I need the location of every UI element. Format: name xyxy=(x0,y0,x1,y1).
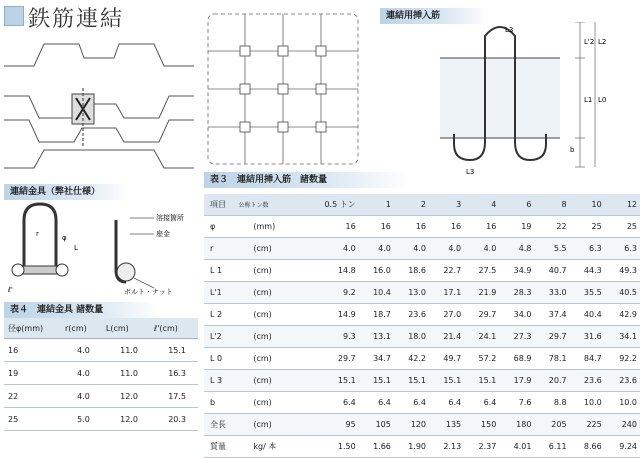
table3-cell: 25 xyxy=(605,216,640,238)
table4-row xyxy=(4,339,198,362)
table4-body xyxy=(4,339,198,431)
page-title: 鉄筋連結 xyxy=(28,7,125,32)
table3-cell: 16 xyxy=(304,216,359,238)
table3-row xyxy=(204,238,640,260)
clasp-label-base: 座金 xyxy=(156,230,170,238)
table3-cell: 16.0 xyxy=(359,260,394,282)
table3-cell: 19 xyxy=(499,216,534,238)
table3-row xyxy=(204,260,640,282)
table3-cell: 40.5 xyxy=(605,282,640,304)
table3-cell: 9.24 xyxy=(605,436,640,458)
clasp-label-phi: φ xyxy=(62,234,67,242)
table3-cell: 5.5 xyxy=(534,238,569,260)
table3-col-header: 2 xyxy=(394,194,429,216)
table3-cell: 2.13 xyxy=(429,436,464,458)
table3-cell: 29.7 xyxy=(304,348,359,370)
table3-cell: 10.0 xyxy=(605,392,640,414)
table3-cell: 33.0 xyxy=(534,282,569,304)
table3-row xyxy=(204,414,640,436)
table3-row-unit: (cm) xyxy=(249,392,303,414)
table3-cell: 24.1 xyxy=(464,326,499,348)
table4-cell: 11.0 xyxy=(102,339,150,362)
table3-cell: 6.4 xyxy=(359,392,394,414)
table3-cell: 16 xyxy=(394,216,429,238)
table3-cell: 6.4 xyxy=(464,392,499,414)
table3-cell: 34.1 xyxy=(605,326,640,348)
table3-col-header: 3 xyxy=(429,194,464,216)
table3-row xyxy=(204,392,640,414)
table3-row-label: b xyxy=(204,392,249,414)
table3-col-header: 12 xyxy=(605,194,640,216)
table4-cell: 4.0 xyxy=(61,362,102,385)
table3-cell: 20.7 xyxy=(534,370,569,392)
table3-col-header: 8 xyxy=(534,194,569,216)
table3-row-unit: (cm) xyxy=(249,348,303,370)
section-clasp-header: 連結金具（弊社仕様） xyxy=(4,184,130,200)
table4-cell: 25 xyxy=(4,408,61,431)
table3-cell: 17.9 xyxy=(499,370,534,392)
table4-cell: 15.1 xyxy=(150,339,198,362)
table3-cell: 27.3 xyxy=(499,326,534,348)
table3-row-unit: (cm) xyxy=(249,326,303,348)
table3-row-unit: (cm) xyxy=(249,238,303,260)
table4-cell: 16 xyxy=(4,339,61,362)
table3-cell: 1.50 xyxy=(304,436,359,458)
clasp-label-r: r xyxy=(36,230,39,238)
table3-cell: 95 xyxy=(304,414,359,436)
table3-cell: 92.2 xyxy=(605,348,640,370)
rebar-label-l3-bottom: L3 xyxy=(466,168,475,176)
table3-cell: 8.8 xyxy=(534,392,569,414)
section-rebar-header: 連結用挿入筋 xyxy=(380,8,490,24)
table3-cell: 6.3 xyxy=(570,238,605,260)
table3-cell: 6.4 xyxy=(394,392,429,414)
table3-cell: 23.6 xyxy=(605,370,640,392)
table3-cell: 4.0 xyxy=(464,238,499,260)
clasp-illustration xyxy=(4,200,198,296)
table3-cell: 1.66 xyxy=(359,436,394,458)
table3-cell: 27.5 xyxy=(464,260,499,282)
table3-cell: 16 xyxy=(359,216,394,238)
table3-row-label: L'2 xyxy=(204,326,249,348)
table3-cell: 42.2 xyxy=(394,348,429,370)
table3-row xyxy=(204,436,640,458)
table4-cell: 4.0 xyxy=(61,385,102,408)
table3-cell: 40.4 xyxy=(570,304,605,326)
table4-cell: 12.0 xyxy=(102,408,150,431)
table3-row-label: 質量 xyxy=(204,436,249,458)
table4-cell: 4.0 xyxy=(61,339,102,362)
table3-cell: 57.2 xyxy=(464,348,499,370)
table3-cell: 27.0 xyxy=(429,304,464,326)
table3-cell: 37.4 xyxy=(534,304,569,326)
table3-cell: 7.6 xyxy=(499,392,534,414)
table3-row-unit: (cm) xyxy=(249,414,303,436)
table3-row xyxy=(204,216,640,238)
table3-cell: 120 xyxy=(394,414,429,436)
table4-header-row xyxy=(4,318,198,339)
table3-cell: 6.3 xyxy=(605,238,640,260)
block-grid-illustration xyxy=(200,6,370,174)
table4-row xyxy=(4,408,198,431)
table3-cell: 28.3 xyxy=(499,282,534,304)
table3-cell: 4.0 xyxy=(429,238,464,260)
table3-cell: 15.1 xyxy=(359,370,394,392)
table3-cell: 42.9 xyxy=(605,304,640,326)
table3-cell: 4.8 xyxy=(499,238,534,260)
table3-cell: 4.0 xyxy=(304,238,359,260)
table3-row-label: L 2 xyxy=(204,304,249,326)
table3-row-unit: (cm) xyxy=(249,370,303,392)
clasp-label-L: L xyxy=(74,244,78,252)
table3-cell: 15.1 xyxy=(304,370,359,392)
table3-header-ton-label: 公称トン数 xyxy=(238,202,269,209)
table3-header-row xyxy=(204,194,640,216)
table3-cell: 18.0 xyxy=(394,326,429,348)
table3-row xyxy=(204,304,640,326)
table3-row-unit: (cm) xyxy=(249,260,303,282)
table3-row xyxy=(204,326,640,348)
table3-cell: 40.7 xyxy=(534,260,569,282)
table3-cell: 1.90 xyxy=(394,436,429,458)
table3-cell: 225 xyxy=(570,414,605,436)
table3-cell: 78.1 xyxy=(534,348,569,370)
table3-cell: 150 xyxy=(464,414,499,436)
table3-col-header: 10 xyxy=(570,194,605,216)
rebar-label-l0: L0 xyxy=(598,96,607,104)
table3-cell: 8.66 xyxy=(570,436,605,458)
table3-header-item xyxy=(204,194,304,216)
table3-cell: 68.9 xyxy=(499,348,534,370)
table3-cell: 34.9 xyxy=(499,260,534,282)
table3-cell: 29.7 xyxy=(534,326,569,348)
table3-cell: 9.2 xyxy=(304,282,359,304)
table3-cell: 4.01 xyxy=(499,436,534,458)
table3-row xyxy=(204,282,640,304)
table3-row-label: r xyxy=(204,238,249,260)
table3-cell: 15.1 xyxy=(394,370,429,392)
table4-cell: 5.0 xyxy=(61,408,102,431)
table4-cell: 12.0 xyxy=(102,385,150,408)
table3-cell: 22.7 xyxy=(429,260,464,282)
table3-cell: 34.0 xyxy=(499,304,534,326)
table3-cell: 16 xyxy=(429,216,464,238)
table3-cell: 84.7 xyxy=(570,348,605,370)
table3-cell: 15.1 xyxy=(464,370,499,392)
rebar-label-l2p: L'2 xyxy=(584,38,595,46)
table4 xyxy=(4,318,198,431)
rebar-label-b: b xyxy=(570,146,575,154)
table3-cell: 29.7 xyxy=(464,304,499,326)
table3-row-label: L 0 xyxy=(204,348,249,370)
rebar-illustration xyxy=(430,22,630,182)
rebar-label-l1: L1 xyxy=(584,96,593,104)
table3-cell: 240 xyxy=(605,414,640,436)
table3-cell: 16 xyxy=(464,216,499,238)
clasp-label-weld: 溶接箇所 xyxy=(156,214,184,222)
table3-cell: 2.37 xyxy=(464,436,499,458)
table3-col-header: 6 xyxy=(499,194,534,216)
table3-row-label: L 3 xyxy=(204,370,249,392)
table3-row xyxy=(204,370,640,392)
table4-col-header: 径φ(mm) xyxy=(4,318,61,339)
table3-row-unit: (cm) xyxy=(249,304,303,326)
table3-cell: 13.1 xyxy=(359,326,394,348)
clasp-label-lprime: ℓ' xyxy=(8,286,13,294)
table3-cell: 18.7 xyxy=(359,304,394,326)
table3-cell: 10.0 xyxy=(570,392,605,414)
table4-cell: 17.5 xyxy=(150,385,198,408)
table3-cell: 34.7 xyxy=(359,348,394,370)
rebar-label-l2: L2 xyxy=(598,38,607,46)
table3-cell: 21.9 xyxy=(464,282,499,304)
table3-col-header: 0.5 トン xyxy=(304,194,359,216)
block-pair-illustration xyxy=(4,38,194,178)
table3 xyxy=(204,194,640,458)
table4-row xyxy=(4,385,198,408)
table3-cell: 4.0 xyxy=(394,238,429,260)
table3-header-item-label: 項目 xyxy=(210,200,226,209)
table4-col-header: ℓ'(cm) xyxy=(150,318,198,339)
table3-cell: 31.6 xyxy=(570,326,605,348)
table3-cell: 35.5 xyxy=(570,282,605,304)
table4-col-header: r(cm) xyxy=(61,318,102,339)
table3-col-header: 1 xyxy=(359,194,394,216)
table4-title: 表４ 連結金具 諸数量 xyxy=(4,302,160,318)
table3-cell: 25 xyxy=(570,216,605,238)
table4-cell: 20.3 xyxy=(150,408,198,431)
table3-cell: 4.0 xyxy=(359,238,394,260)
table3-row-unit: (cm) xyxy=(249,282,303,304)
table3-row-label: L 1 xyxy=(204,260,249,282)
clasp-label-bolt: ボルト・ナット xyxy=(124,288,173,296)
table3-cell: 21.4 xyxy=(429,326,464,348)
table3-body xyxy=(204,216,640,458)
table3-cell: 6.4 xyxy=(304,392,359,414)
table3-cell: 6.11 xyxy=(534,436,569,458)
table3-title: 表３ 連結用挿入筋 諸数量 xyxy=(204,172,410,188)
table3-row-unit: (mm) xyxy=(249,216,303,238)
table3-row-label: φ xyxy=(204,216,249,238)
table3-cell: 105 xyxy=(359,414,394,436)
table3-cell: 180 xyxy=(499,414,534,436)
table3-row-label: 全長 xyxy=(204,414,249,436)
table3-cell: 14.8 xyxy=(304,260,359,282)
table3-cell: 15.1 xyxy=(429,370,464,392)
table3-cell: 9.3 xyxy=(304,326,359,348)
table3-cell: 23.6 xyxy=(394,304,429,326)
table3-cell: 135 xyxy=(429,414,464,436)
table3-row xyxy=(204,348,640,370)
table3-cell: 49.3 xyxy=(605,260,640,282)
rebar-label-l3-top: L3 xyxy=(505,26,514,34)
table4-cell: 16.3 xyxy=(150,362,198,385)
table3-row-label: L'1 xyxy=(204,282,249,304)
table3-cell: 49.7 xyxy=(429,348,464,370)
table3-cell: 10.4 xyxy=(359,282,394,304)
table4-cell: 11.0 xyxy=(102,362,150,385)
table3-cell: 6.4 xyxy=(429,392,464,414)
table3-cell: 17.1 xyxy=(429,282,464,304)
table4-col-header: L(cm) xyxy=(102,318,150,339)
table3-col-header: 4 xyxy=(464,194,499,216)
table3-cell: 18.6 xyxy=(394,260,429,282)
table4-row xyxy=(4,362,198,385)
table4-cell: 22 xyxy=(4,385,61,408)
table3-cell: 44.3 xyxy=(570,260,605,282)
table3-row-unit: kg/ 本 xyxy=(249,436,303,458)
table3-cell: 23.6 xyxy=(570,370,605,392)
table3-cell: 13.0 xyxy=(394,282,429,304)
table3-cell: 14.9 xyxy=(304,304,359,326)
table3-cell: 205 xyxy=(534,414,569,436)
title-marker xyxy=(4,6,24,26)
table3-cell: 22 xyxy=(534,216,569,238)
table4-cell: 19 xyxy=(4,362,61,385)
